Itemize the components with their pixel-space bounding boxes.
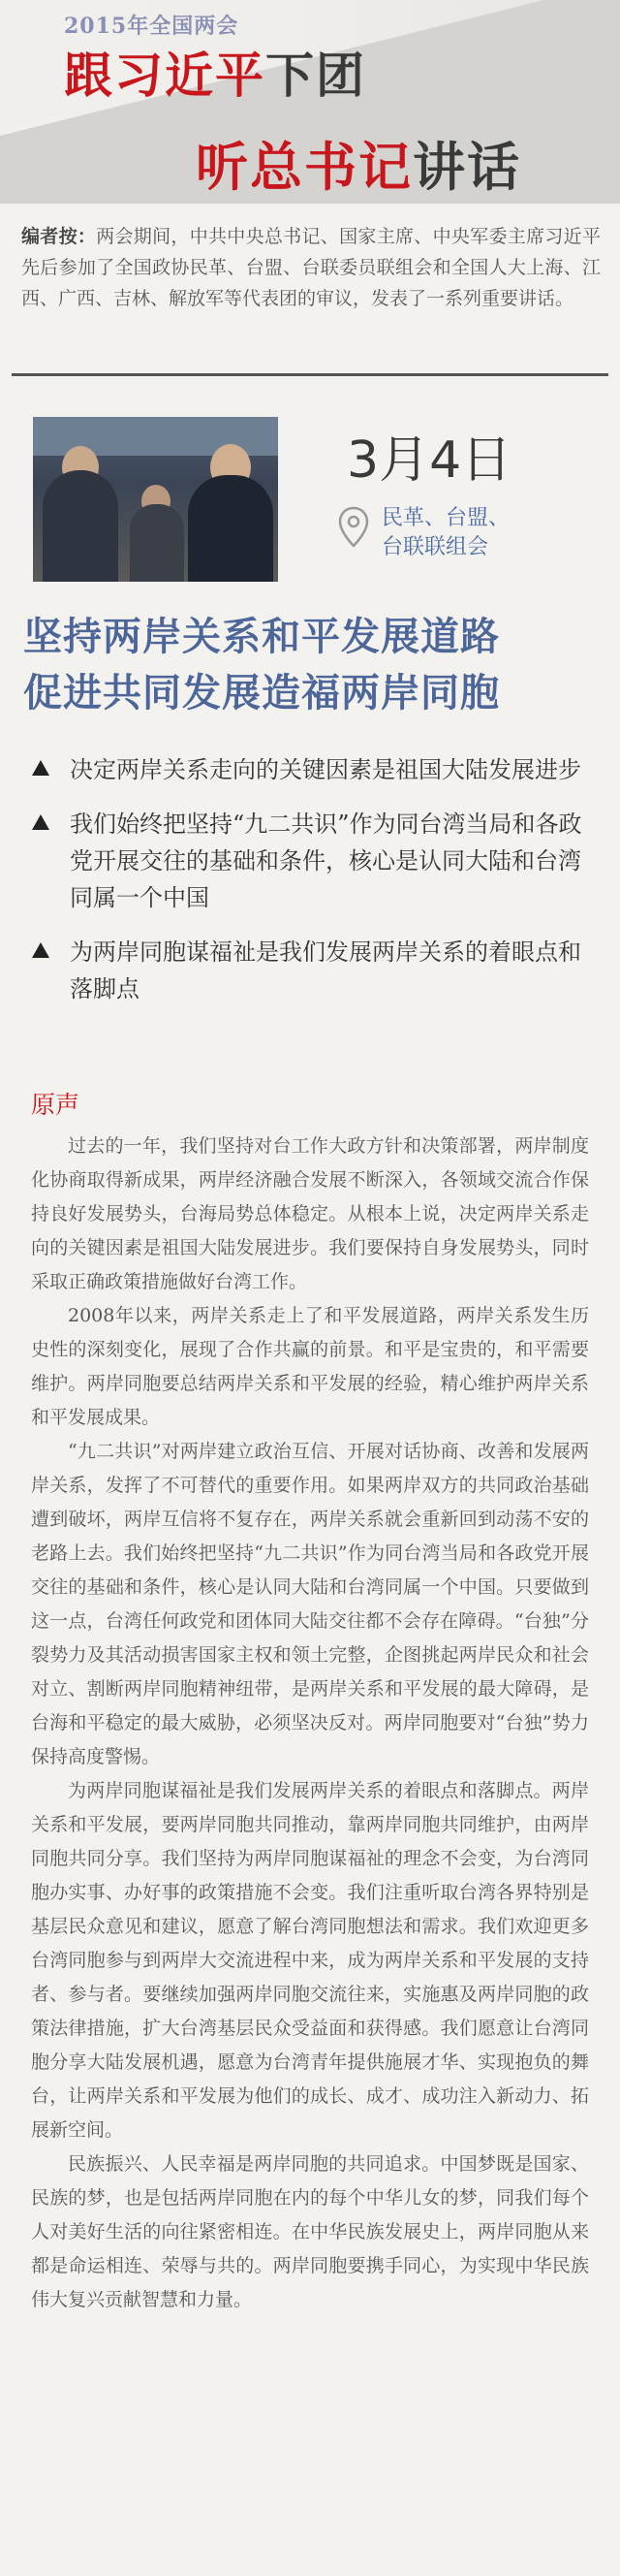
key-point <box>29 751 601 788</box>
title-dark-part: 下团 <box>265 47 366 104</box>
editor-note-text: 两会期间，中共中央总书记、国家主席、中央军委主席习近平先后参加了全国政协民革、台盟、台联委员联组会和全国人大上海、江西、广西、吉林、解放军等代表团的审议，发表了一系列重要讲话。 <box>21 226 601 309</box>
key-point <box>29 806 601 916</box>
body-paragraph: “九二共识”对两岸建立政治互信、开展对话协商、改善和发展两岸关系，发挥了不可替代的重要作用。如果两岸双方的共同政治基础遭到破坏，两岸互信将不复存在，两岸关系就会重新回到动荡不安的老路上去。我们始终把坚持“九二共识”作为同台湾当局和各政党开展交往的基础和条件，核心是认同大陆和台湾同属一个中国。只要做到这一点，台湾任何政党和团体同大陆交往都不会存在障碍。“台独”分裂势力及其活动损害国家主权和领土完整，企图挑起两岸民众和社会对立、割断两岸同胞精神纽带，是两岸关系和平发展的最大障碍，是台海和平稳定的最大威胁，必须坚决反对。两岸同胞要对“台独”势力保持高度警惕。 <box>31 1441 589 1767</box>
event-location <box>382 504 510 562</box>
headline-line1: 坚持两岸关系和平发展道路 <box>23 614 500 659</box>
key-points-list <box>29 751 601 1025</box>
body-paragraph: 为两岸同胞谋福祉是我们发展两岸关系的着眼点和落脚点。两岸关系和平发展，要两岸同胞共同推动，靠两岸同胞共同维护，由两岸同胞共同分享。我们坚持为两岸同胞谋福祉的理念不会变，为台湾同胞办实事、办好事的政策措施不会变。我们注重听取台湾各界特别是基层民众意见和建议，愿意了解台湾同胞想法和需求。我们欢迎更多台湾同胞参与到两岸大交流进程中来，成为两岸关系和平发展的支持者、参与者。要继续加强两岸同胞交流往来，实施惠及两岸同胞的政策法律措施，扩大台湾基层民众受益面和获得感。我们愿意让台湾同胞分享大陆发展机遇，愿意为台湾青年提供施展才华、实现抱负的舞台，让两岸关系和平发展为他们的成长、成才、成功注入新动力、拓展新空间。 <box>31 1780 589 2141</box>
body-paragraph: 过去的一年，我们坚持对台工作大政方针和决策部署，两岸制度化协商取得新成果，两岸经济融合发展不断深入，各领域交流合作保持良好发展势头，台海局势总体稳定。从根本上说，决定两岸关系走向的关键因素是祖国大陆发展进步。我们要保持自身发展势头，同时采取正确政策措施做好台湾工作。 <box>31 1135 589 1292</box>
title-red-part: 听总书记 <box>196 136 413 198</box>
article-body <box>31 1129 589 2317</box>
header-kicker: 2015年全国两会 <box>64 14 239 39</box>
event-location-line2: 台联联组会 <box>382 535 489 559</box>
section-title: 原声 <box>31 1091 80 1119</box>
title-dark-part: 讲话 <box>413 136 521 198</box>
divider <box>12 373 608 376</box>
event-date: 3月4日 <box>347 431 512 490</box>
editor-note-label: 编者按： <box>21 226 97 247</box>
triangle-bullet-icon <box>31 758 50 778</box>
triangle-bullet-icon <box>31 940 50 960</box>
location-pin-icon <box>337 506 370 549</box>
page-header <box>0 0 620 204</box>
header-title-line2 <box>196 126 521 201</box>
body-paragraph: 2008年以来，两岸关系走上了和平发展道路，两岸关系发生历史性的深刻变化，展现了合作共赢的前景。和平是宝贵的，和平需要维护。两岸同胞要总结两岸关系和平发展的经验，精心维护两岸关系和平发展成果。 <box>31 1305 589 1428</box>
body-paragraph: 民族振兴、人民幸福是两岸同胞的共同追求。中国梦既是国家、民族的梦，也是包括两岸同胞在内的每个中华儿女的梦，同我们每个人对美好生活的向往紧密相连。在中华民族发展史上，两岸同胞从来都是命运相连、荣辱与共的。两岸同胞要携手同心，为实现中华民族伟大复兴贡献智慧和力量。 <box>31 2153 589 2310</box>
key-point-text: 我们始终把坚持“九二共识”作为同台湾当局和各政党开展交往的基础和条件，核心是认同大陆和台湾同属一个中国 <box>70 811 582 911</box>
event-location-line1: 民革、台盟、 <box>382 506 511 530</box>
headline-line2: 促进共同发展造福两岸同胞 <box>23 670 500 716</box>
editor-note <box>21 221 601 314</box>
header-title-line1 <box>64 37 366 107</box>
title-red-part: 跟习近平 <box>64 47 265 104</box>
key-point-text: 为两岸同胞谋福祉是我们发展两岸关系的着眼点和落脚点 <box>70 938 581 1002</box>
news-photo <box>33 417 278 582</box>
key-point <box>29 934 601 1007</box>
triangle-bullet-icon <box>31 812 50 832</box>
article-headline <box>23 609 604 721</box>
key-point-text: 决定两岸关系走向的关键因素是祖国大陆发展进步 <box>70 756 581 783</box>
